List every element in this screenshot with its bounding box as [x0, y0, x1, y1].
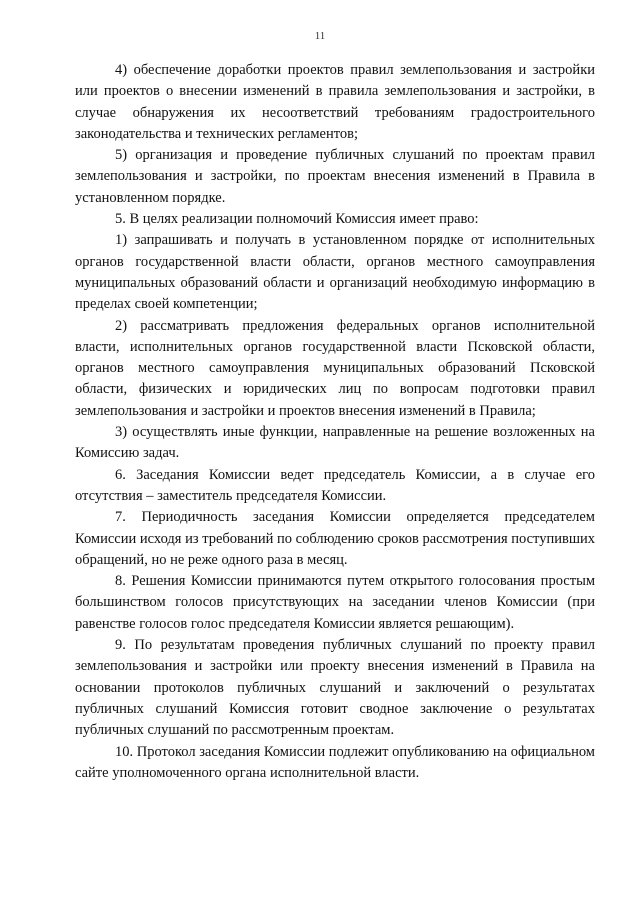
paragraph-section-10: 10. Протокол заседания Комиссии подлежит опубликованию на официальном сайте уполномоченного органа исполнительной власти.	[75, 743, 595, 781]
paragraph-section-9: 9. По результатам проведения публичных слушаний по проекту правил землепользования и застройки или проекту внесения изменений в Правила на основании протоколов публичных слушаний и заключений о результатах публичных слушаний Комиссия готовит сводное заключение о результатах публичных слушаний по рассмотренным проектам.	[75, 637, 595, 739]
paragraph-item-4: 4) обеспечение доработки проектов правил землепользования и застройки или проектов о внесении изменений в правила землепользования и застройки, в случае обнаружения их несоответствий требованиям градостроительного законодательства и технических регламентов;	[75, 62, 595, 142]
paragraph-right-2: 2) рассматривать предложения федеральных органов исполнительной власти, исполнительных органов государственной власти Псковской области, органов местного самоуправления муниципальных образований Псковской области, физических и юридических лиц по вопросам подготовки правил землепользования и застройки и проектов внесения изменений в Правила;	[75, 317, 595, 419]
paragraph-section-5: 5. В целях реализации полномочий Комиссия имеет право:	[115, 211, 479, 228]
paragraph-section-6: 6. Заседания Комиссии ведет председатель Комиссии, а в случае его отсутствия – заместитель председателя Комиссии.	[75, 466, 595, 504]
paragraph-right-1: 1) запрашивать и получать в установленном порядке от исполнительных органов государственной власти области, органов местного самоуправления муниципальных образований области и организаций необходимую информацию в пределах своей компетенции;	[75, 232, 595, 313]
paragraph-item-5: 5) организация и проведение публичных слушаний по проектам правил землепользования и застройки, по проектам внесения изменений в Правила в установленном порядке.	[75, 147, 595, 206]
page-number: 11	[314, 30, 326, 42]
paragraph-right-3: 3) осуществлять иные функции, направленные на решение возложенных на Комиссию задач.	[75, 424, 595, 462]
paragraph-section-8: 8. Решения Комиссии принимаются путем открытого голосования простым большинством голосов присутствующих на заседании членов Комиссии (при равенстве голосов голос председателя Комиссии является решающим).	[75, 573, 595, 632]
document-body	[75, 60, 595, 784]
paragraph-section-7: 7. Периодичность заседания Комиссии определяется председателем Комиссии исходя из требований по соблюдению сроков рассмотрения поступивших обращений, но не реже одного раза в месяц.	[75, 509, 595, 568]
